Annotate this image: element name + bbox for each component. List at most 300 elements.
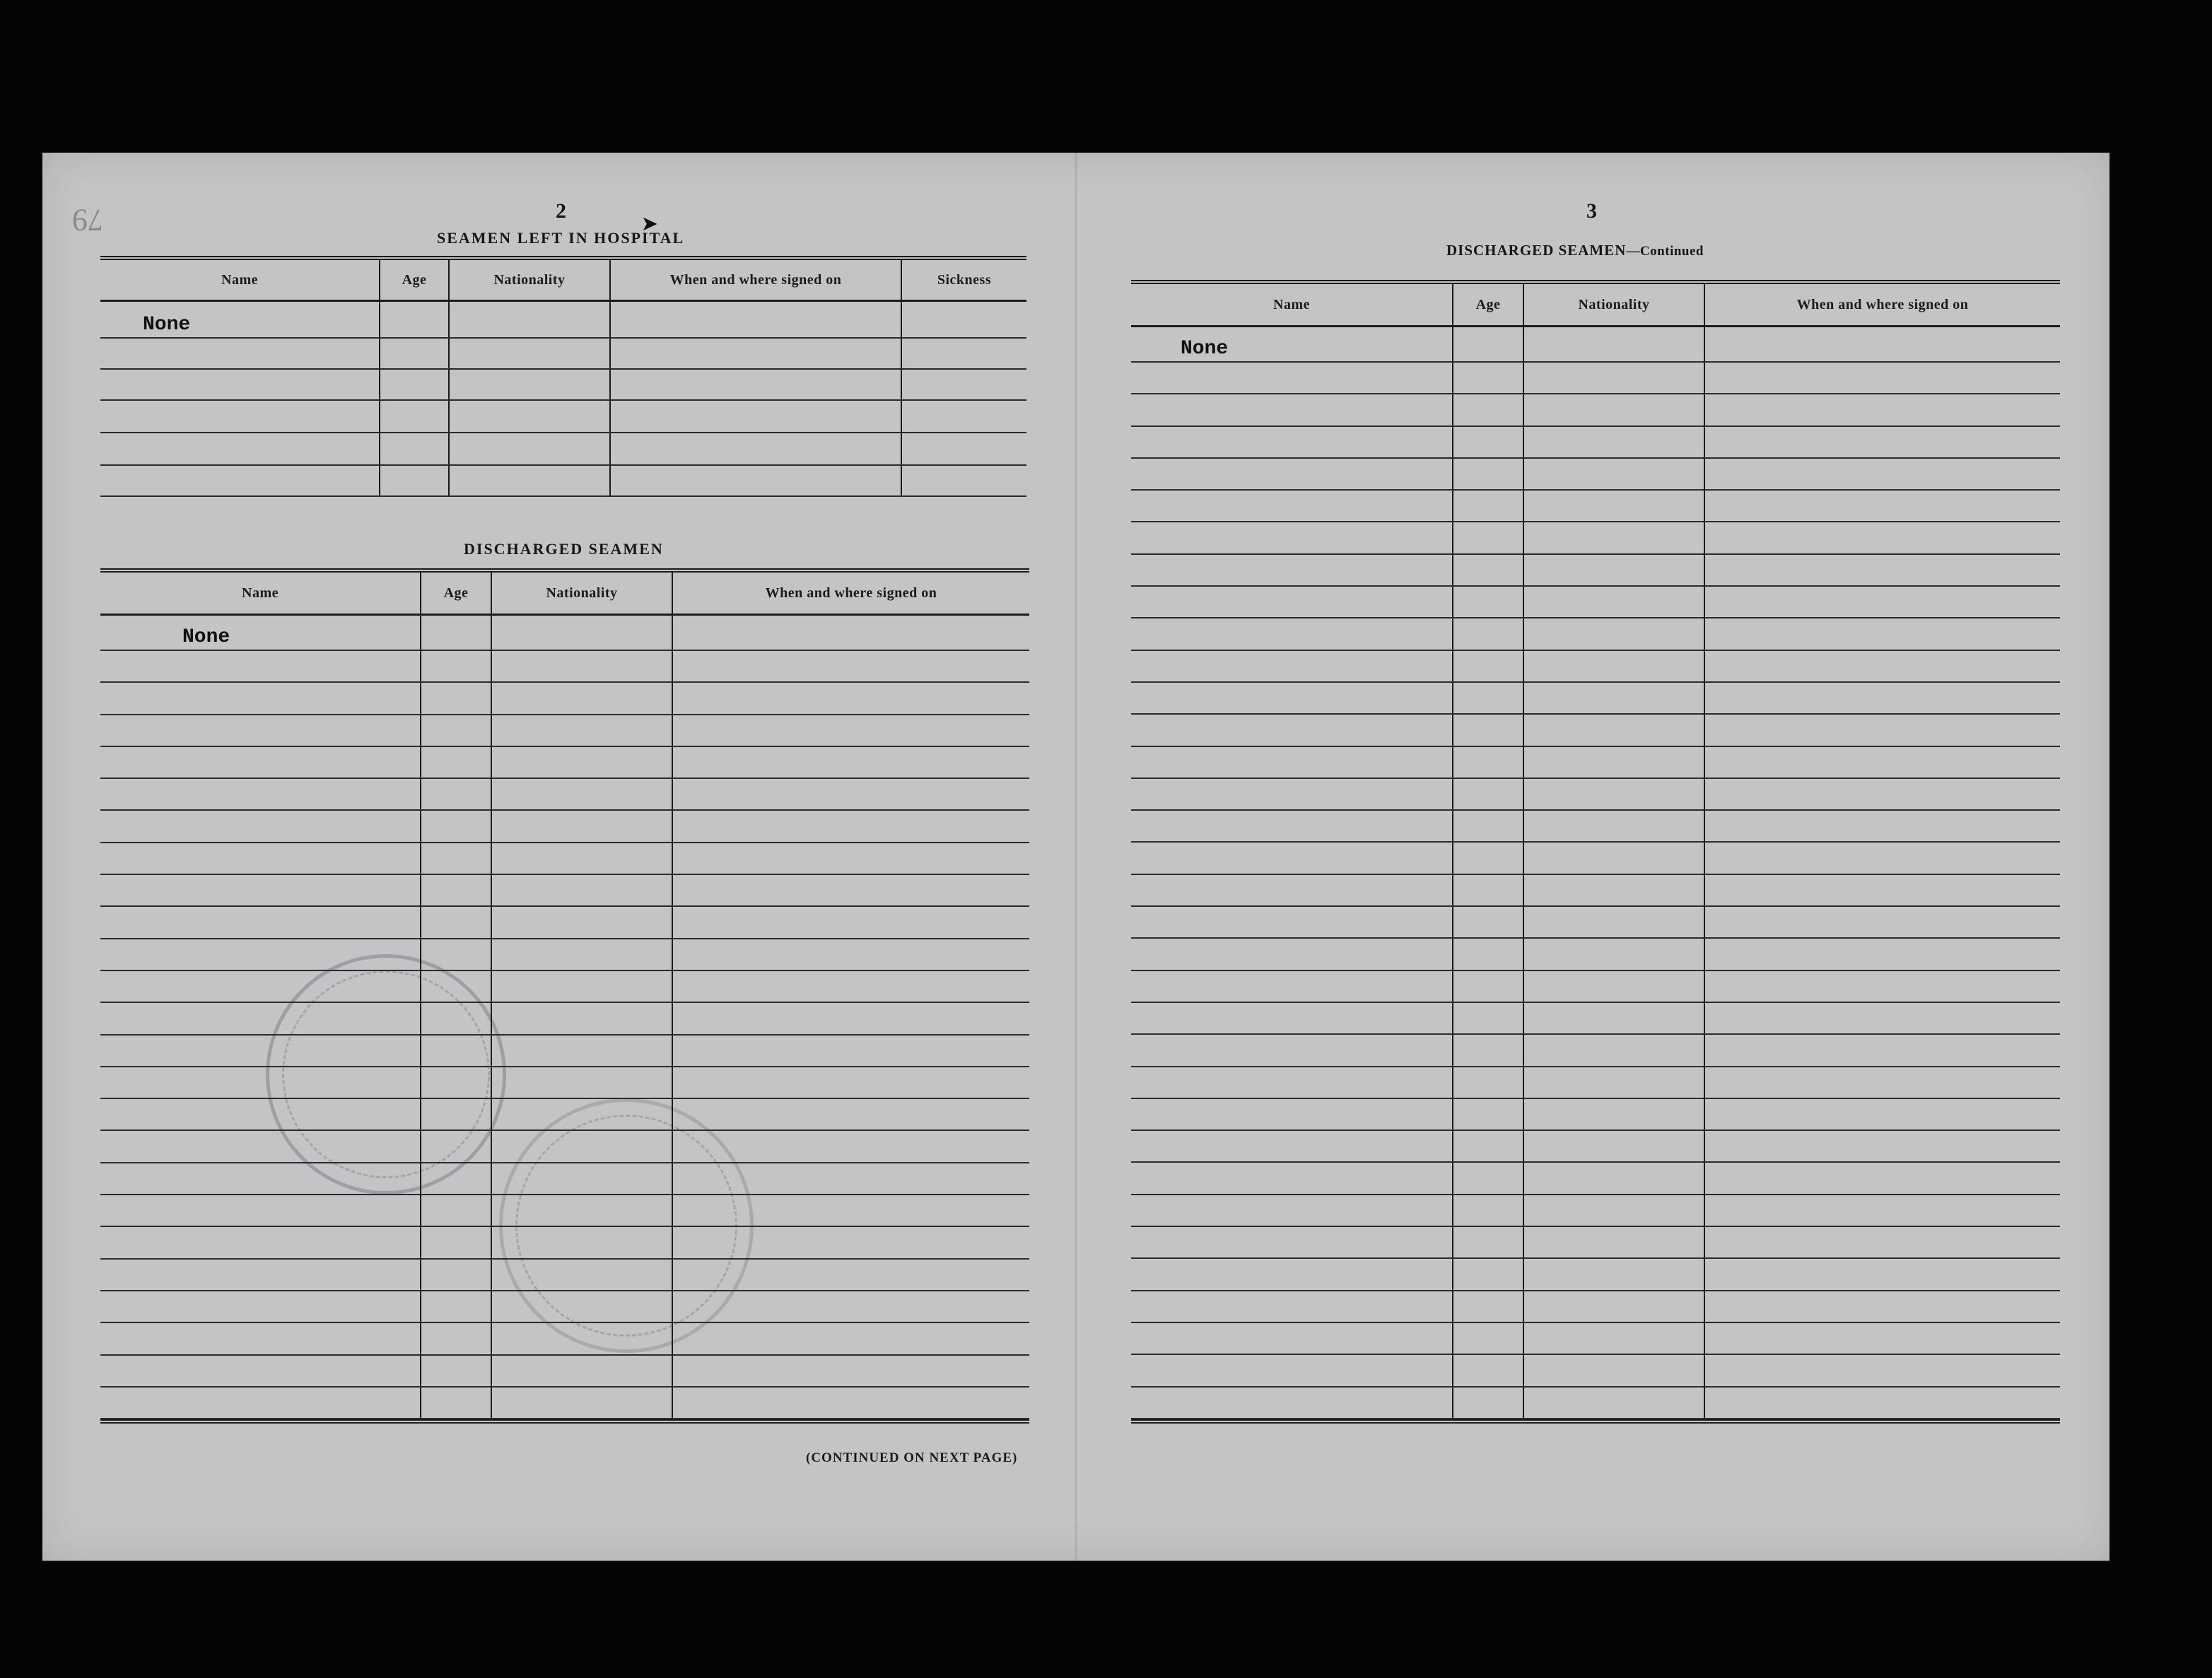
table-row	[100, 1195, 1029, 1227]
table-cell	[1131, 363, 1453, 393]
table-cell	[421, 971, 492, 1002]
table-cell	[1524, 587, 1705, 617]
table-cell	[492, 1227, 673, 1257]
table-cell	[1453, 1323, 1524, 1354]
table-cell	[1524, 651, 1705, 681]
table-cell	[1705, 363, 2060, 393]
cell-name	[100, 616, 421, 650]
cell-nationality	[1524, 327, 1705, 361]
table-row	[100, 971, 1029, 1003]
table-cell	[492, 1067, 673, 1098]
page-fold	[1075, 153, 1077, 1561]
discharged-table-body	[100, 616, 1029, 1419]
table-cell	[100, 1195, 421, 1226]
table-cell	[1453, 907, 1524, 937]
table-cell	[1705, 522, 2060, 553]
table-row	[1131, 779, 2060, 811]
table-row	[1131, 1227, 2060, 1259]
table-cell	[1705, 1163, 2060, 1193]
table-cell	[1524, 491, 1705, 521]
table-row	[1131, 747, 2060, 779]
table-row	[1131, 1323, 2060, 1355]
table-cell	[1131, 427, 1453, 457]
table-cell	[673, 939, 1029, 970]
table-cell	[100, 1131, 421, 1161]
table-cell	[100, 715, 421, 746]
table-cell	[492, 1035, 673, 1066]
table-cell	[1131, 1291, 1453, 1322]
document-sheet	[42, 153, 2109, 1561]
table-cell	[1705, 811, 2060, 841]
table-cell	[1453, 939, 1524, 969]
table-cell	[1705, 394, 2060, 425]
table-cell	[100, 1356, 421, 1386]
table-row	[100, 1163, 1029, 1195]
table-cell	[1524, 875, 1705, 905]
table-cell	[1524, 715, 1705, 745]
discharged-entry-none: None	[182, 626, 230, 648]
cell-nationality	[450, 302, 611, 337]
table-row	[1131, 555, 2060, 587]
table-cell	[1453, 1163, 1524, 1193]
table-cell	[421, 1035, 492, 1066]
table-cell	[1524, 522, 1705, 553]
cell-signed-on	[1705, 327, 2060, 361]
table-cell	[492, 683, 673, 713]
table-cell	[673, 1291, 1029, 1322]
table-cell	[673, 1227, 1029, 1257]
header-name: Name	[100, 260, 380, 300]
table-row	[1131, 1259, 2060, 1291]
table-cell	[1453, 363, 1524, 393]
table-cell	[492, 715, 673, 746]
table-row	[1131, 522, 2060, 554]
table-cell	[673, 779, 1029, 809]
cell-signed-on	[611, 302, 902, 337]
table-cell	[492, 1356, 673, 1386]
table-cell	[1453, 522, 1524, 553]
table-cell	[1524, 618, 1705, 649]
table-row	[1131, 1099, 2060, 1131]
table-cell	[1453, 1195, 1524, 1226]
table-cell	[673, 811, 1029, 841]
table-cell	[100, 747, 421, 778]
table-row	[100, 433, 1026, 466]
table-cell	[1705, 747, 2060, 778]
table-cell	[492, 939, 673, 970]
table-cell	[673, 1035, 1029, 1066]
table-cell	[1453, 875, 1524, 905]
table-cell	[1453, 747, 1524, 778]
table-cell	[1705, 779, 2060, 809]
table-cell	[100, 1291, 421, 1322]
table-cell	[492, 1099, 673, 1130]
table-cell	[1705, 875, 2060, 905]
cell-sickness	[902, 302, 1026, 337]
table-cell	[100, 779, 421, 809]
table-cell	[100, 971, 421, 1002]
table-cell	[1131, 459, 1453, 489]
table-cell	[100, 1163, 421, 1194]
margin-note: 79	[72, 203, 103, 237]
table-row	[100, 401, 1026, 433]
table-cell	[1131, 1323, 1453, 1354]
table-cell	[673, 1003, 1029, 1033]
header-age: Age	[1453, 284, 1524, 325]
table-row	[100, 1003, 1029, 1035]
discharged-table-header	[100, 573, 1029, 616]
table-cell	[1131, 1195, 1453, 1226]
table-cell	[673, 715, 1029, 746]
table-cell	[1524, 1195, 1705, 1226]
table-cell	[100, 811, 421, 841]
cell-age	[1453, 327, 1524, 361]
table-row	[1131, 651, 2060, 683]
table-cell	[1131, 1259, 1453, 1289]
table-cell	[100, 1260, 421, 1290]
table-cell	[100, 843, 421, 874]
table-cell	[1524, 394, 1705, 425]
table-cell	[1705, 555, 2060, 585]
table-cell	[100, 1099, 421, 1130]
table-row	[1131, 939, 2060, 970]
table-row	[1131, 491, 2060, 522]
header-age: Age	[380, 260, 450, 300]
table-cell	[421, 651, 492, 681]
table-cell	[421, 1291, 492, 1322]
table-cell	[492, 1131, 673, 1161]
cell-name	[1131, 327, 1453, 361]
table-cell	[492, 1387, 673, 1418]
table-cell	[1453, 971, 1524, 1002]
table-cell	[1131, 1003, 1453, 1033]
table-cell	[421, 1356, 492, 1386]
table-row	[100, 466, 1026, 497]
table-cell	[1524, 555, 1705, 585]
table-cell	[421, 715, 492, 746]
header-signed-on: When and where signed on	[611, 260, 902, 300]
table-cell	[421, 1163, 492, 1194]
table-cell	[1131, 1035, 1453, 1065]
table-cell	[100, 939, 421, 970]
table-cell	[1524, 1163, 1705, 1193]
table-row	[1131, 971, 2060, 1003]
table-row	[100, 875, 1029, 907]
table-cell	[1453, 1291, 1524, 1322]
page-number-right: 3	[1586, 199, 1597, 223]
table-cell	[1131, 394, 1453, 425]
table-row	[100, 1387, 1029, 1419]
table-cell	[1705, 651, 2060, 681]
table-cell	[1524, 843, 1705, 873]
table-cell	[1453, 651, 1524, 681]
table-row	[1131, 875, 2060, 907]
table-cell	[100, 875, 421, 905]
table-cell	[100, 1067, 421, 1098]
table-cell	[1524, 683, 1705, 713]
cell-signed-on	[673, 616, 1029, 650]
table-cell	[1524, 907, 1705, 937]
table-row	[1131, 1035, 2060, 1067]
header-nationality: Nationality	[1524, 284, 1705, 325]
table-cell	[492, 843, 673, 874]
table-row	[100, 1035, 1029, 1067]
table-cell	[421, 811, 492, 841]
table-cell	[492, 1291, 673, 1322]
table-cell	[1705, 971, 2060, 1002]
table-cell	[421, 875, 492, 905]
table-cell	[1524, 1227, 1705, 1257]
table-cell	[1524, 971, 1705, 1002]
table-cell	[1453, 459, 1524, 489]
table-cell	[1524, 1067, 1705, 1098]
table-cell	[1524, 363, 1705, 393]
arrow-mark-icon: ➤	[642, 213, 657, 234]
table-cell	[1705, 1227, 2060, 1257]
table-row	[100, 616, 1029, 651]
table-cell	[1705, 1323, 2060, 1354]
table-cell	[1705, 491, 2060, 521]
table-cell	[673, 843, 1029, 874]
table-cell	[1524, 427, 1705, 457]
table-cell	[673, 747, 1029, 778]
table-cell	[1705, 459, 2060, 489]
table-cell	[1131, 779, 1453, 809]
header-signed-on: When and where signed on	[1796, 296, 1969, 312]
table-cell	[1131, 875, 1453, 905]
header-signed-on: When and where signed on	[765, 585, 937, 601]
table-cell	[1524, 1355, 1705, 1385]
table-cell	[1705, 618, 2060, 649]
table-cell	[1131, 1163, 1453, 1193]
cell-age	[380, 302, 450, 337]
table-cell	[673, 875, 1029, 905]
table-row	[100, 651, 1029, 683]
table-row	[100, 747, 1029, 779]
table-cell	[492, 875, 673, 905]
header-nationality: Nationality	[492, 573, 673, 614]
table-cell	[492, 907, 673, 937]
table-cell	[1131, 618, 1453, 649]
table-cell	[1131, 1099, 1453, 1130]
table-row	[100, 1356, 1029, 1387]
table-cell	[1453, 1355, 1524, 1385]
table-cell	[100, 1387, 421, 1418]
table-cell	[1705, 1003, 2060, 1033]
table-cell	[1705, 1035, 2060, 1065]
table-cell	[100, 907, 421, 937]
table-cell	[1453, 618, 1524, 649]
table-cell	[1705, 1355, 2060, 1385]
table-row	[1131, 394, 2060, 426]
table-row	[1131, 1355, 2060, 1387]
table-cell	[100, 1035, 421, 1066]
table-row	[1131, 907, 2060, 939]
table-row	[1131, 1131, 2060, 1163]
table-row	[1131, 459, 2060, 491]
table-row	[1131, 1195, 2060, 1227]
table-cell	[673, 1131, 1029, 1161]
table-cell	[1453, 1227, 1524, 1257]
table-cell	[100, 1323, 421, 1354]
table-cell	[492, 747, 673, 778]
table-cell	[1524, 779, 1705, 809]
hospital-table-body	[100, 302, 1026, 497]
table-cell	[421, 1195, 492, 1226]
table-cell	[673, 683, 1029, 713]
header-name: Name	[1131, 284, 1453, 325]
table-cell	[1705, 427, 2060, 457]
discharged-table	[100, 568, 1029, 1424]
page-number-left: 2	[556, 199, 566, 223]
table-cell	[1705, 843, 2060, 873]
table-cell	[492, 1163, 673, 1194]
table-cell	[1524, 1099, 1705, 1130]
table-cell	[1705, 1195, 2060, 1226]
table-cell	[421, 1387, 492, 1418]
table-cell	[1705, 1131, 2060, 1161]
table-row	[1131, 1067, 2060, 1099]
table-row	[100, 1291, 1029, 1323]
table-cell	[421, 1099, 492, 1130]
table-cell	[100, 651, 421, 681]
table-cell	[1131, 907, 1453, 937]
table-cell	[492, 651, 673, 681]
table-cell	[1524, 939, 1705, 969]
table-cell	[1131, 1131, 1453, 1161]
table-cell	[1131, 971, 1453, 1002]
header-age: Age	[421, 573, 492, 614]
table-cell	[1705, 1067, 2060, 1098]
discharged-continued-table	[1131, 280, 2060, 1424]
continued-title-suffix: —Continued	[1626, 244, 1704, 259]
table-cell	[673, 651, 1029, 681]
table-cell	[492, 779, 673, 809]
table-cell	[421, 907, 492, 937]
table-cell	[1453, 811, 1524, 841]
table-row	[100, 1131, 1029, 1163]
table-cell	[1131, 715, 1453, 745]
table-cell	[1453, 1035, 1524, 1065]
table-cell	[1453, 683, 1524, 713]
table-cell	[1453, 1259, 1524, 1289]
table-row	[100, 370, 1026, 401]
table-cell	[1453, 1099, 1524, 1130]
table-cell	[1131, 811, 1453, 841]
table-cell	[673, 1099, 1029, 1130]
table-row	[1131, 715, 2060, 746]
table-row	[100, 811, 1029, 843]
table-row	[1131, 683, 2060, 715]
table-cell	[1453, 1003, 1524, 1033]
table-cell	[1705, 1259, 2060, 1289]
table-cell	[1131, 1387, 1453, 1418]
table-cell	[1705, 939, 2060, 969]
table-cell	[1131, 939, 1453, 969]
table-cell	[492, 1323, 673, 1354]
table-cell	[421, 1323, 492, 1354]
table-cell	[673, 1356, 1029, 1386]
table-cell	[1524, 1131, 1705, 1161]
table-cell	[1524, 1323, 1705, 1354]
table-cell	[421, 747, 492, 778]
table-cell	[421, 1227, 492, 1257]
table-cell	[1453, 715, 1524, 745]
table-cell	[1524, 1291, 1705, 1322]
table-cell	[1453, 394, 1524, 425]
table-cell	[1524, 747, 1705, 778]
table-cell	[492, 1195, 673, 1226]
table-cell	[421, 1067, 492, 1098]
continued-entry-none: None	[1181, 338, 1229, 360]
table-cell	[492, 1260, 673, 1290]
table-row	[1131, 1163, 2060, 1195]
table-cell	[1705, 1387, 2060, 1418]
table-cell	[1453, 587, 1524, 617]
table-cell	[673, 1067, 1029, 1098]
table-row	[100, 339, 1026, 370]
table-cell	[1131, 522, 1453, 553]
table-cell	[1705, 1099, 2060, 1130]
table-row	[100, 302, 1026, 339]
table-cell	[492, 1003, 673, 1033]
table-row	[100, 1323, 1029, 1355]
table-cell	[673, 907, 1029, 937]
table-row	[100, 843, 1029, 875]
discharged-section-title: DISCHARGED SEAMEN	[464, 540, 664, 558]
table-cell	[1131, 1067, 1453, 1098]
cell-nationality	[492, 616, 673, 650]
table-cell	[421, 779, 492, 809]
table-cell	[673, 1323, 1029, 1354]
hospital-entry-none: None	[143, 314, 191, 336]
table-cell	[1131, 555, 1453, 585]
table-cell	[1131, 683, 1453, 713]
continued-footer: (CONTINUED ON NEXT PAGE)	[806, 1450, 1018, 1465]
table-cell	[1705, 587, 2060, 617]
cell-name	[100, 302, 380, 337]
table-cell	[421, 1131, 492, 1161]
table-row	[1131, 427, 2060, 459]
table-cell	[1524, 1387, 1705, 1418]
table-cell	[1453, 1067, 1524, 1098]
table-row	[100, 1067, 1029, 1099]
table-cell	[1131, 1227, 1453, 1257]
table-cell	[421, 843, 492, 874]
table-cell	[421, 1260, 492, 1290]
table-row	[1131, 1003, 2060, 1035]
table-row	[1131, 1387, 2060, 1419]
table-row	[100, 1260, 1029, 1291]
discharged-continued-header	[1131, 284, 2060, 327]
table-cell	[1131, 651, 1453, 681]
discharged-continued-body	[1131, 327, 2060, 1419]
table-row	[1131, 363, 2060, 394]
table-cell	[1131, 1355, 1453, 1385]
table-cell	[1131, 843, 1453, 873]
table-cell	[1705, 907, 2060, 937]
table-row	[100, 715, 1029, 747]
table-cell	[421, 939, 492, 970]
table-cell	[673, 1195, 1029, 1226]
table-cell	[1705, 715, 2060, 745]
table-cell	[1453, 1131, 1524, 1161]
continued-title-main: DISCHARGED SEAMEN	[1446, 242, 1627, 259]
hospital-table-header	[100, 260, 1026, 302]
table-cell	[1453, 1387, 1524, 1418]
header-name: Name	[100, 573, 421, 614]
table-cell	[673, 1387, 1029, 1418]
